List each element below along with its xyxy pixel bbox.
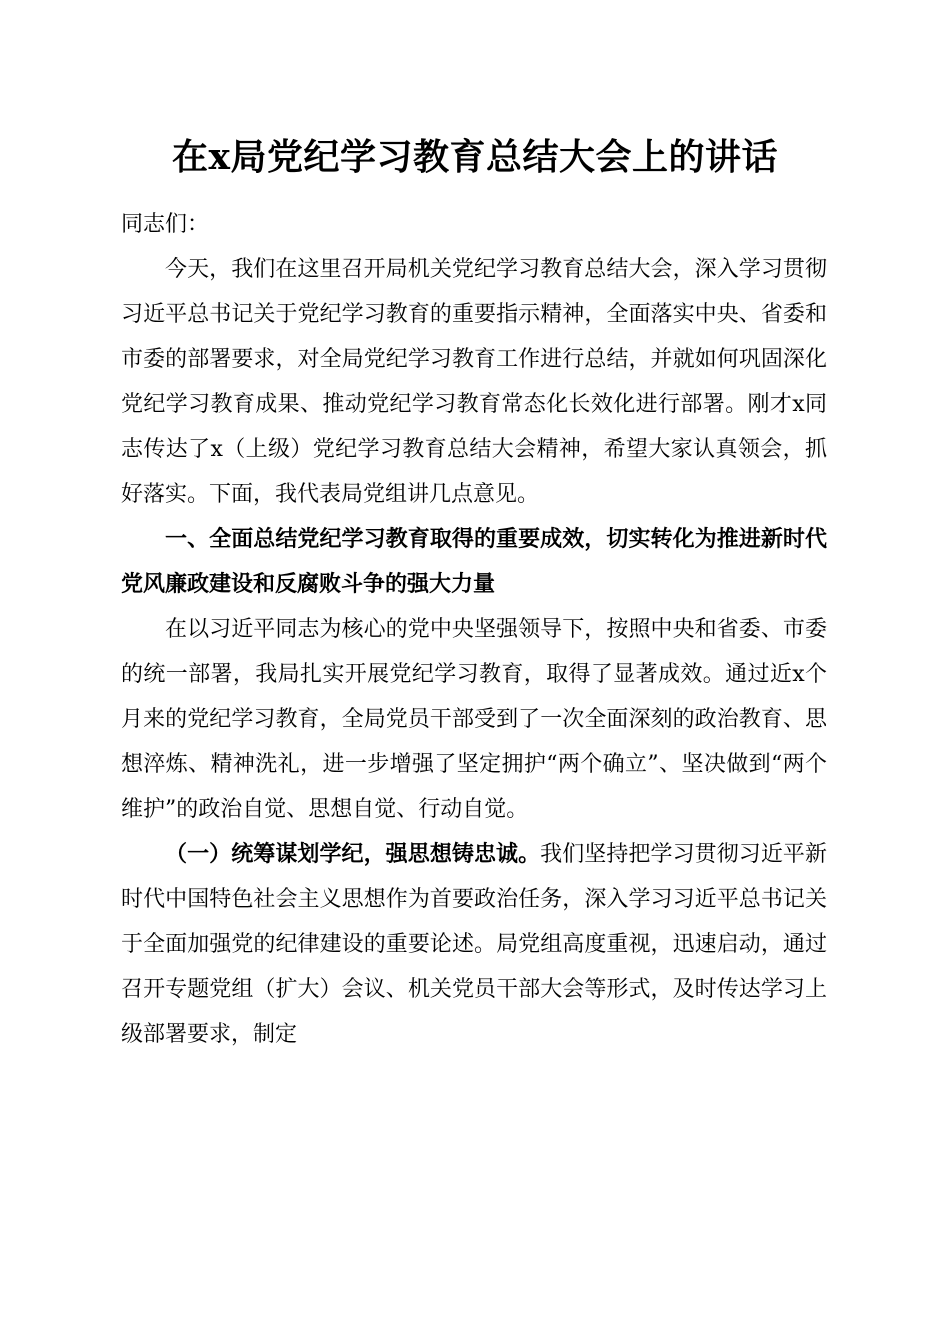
document-body [121,202,827,1057]
section-1-paragraph: 在以习近平同志为核心的党中央坚强领导下，按照中央和省委、市委的统一部署，我局扎实开展党纪学习教育，取得了显著成效。通过近x个月来的党纪学习教育，全局党员干部受到了一次全面深刻的政治教育、思想淬炼、精神洗礼，进一步增强了坚定拥护“两个确立”、坚决做到“两个维护”的政治自觉、思想自觉、行动自觉。 [121,617,827,822]
subsection-1-body: 我们坚持把学习贯彻习近平新时代中国特色社会主义思想作为首要政治任务，深入学习习近平总书记关于全面加强党的纪律建设的重要论述。局党组高度重视，迅速启动，通过召开专题党组（扩大）会议、机关党员干部大会等形式，及时传达学习上级部署要求，制定 [121,842,827,1047]
section-1-heading: 一、全面总结党纪学习教育取得的重要成效，切实转化为推进新时代党风廉政建设和反腐败斗争的强大力量 [121,527,827,597]
intro-paragraph: 今天，我们在这里召开局机关党纪学习教育总结大会，深入学习贯彻习近平总书记关于党纪学习教育的重要指示精神，全面落实中央、省委和市委的部署要求，对全局党纪学习教育工作进行总结，并就如何巩固深化党纪学习教育成果、推动党纪学习教育常态化长效化进行部署。刚才x同志传达了x（上级）党纪学习教育总结大会精神，希望大家认真领会，抓好落实。下面，我代表局党组讲几点意见。 [121,257,827,507]
subsection-1-lead: （一）统筹谋划学纪，强思想铸忠诚。 [165,841,541,867]
salutation: 同志们： [121,212,210,237]
subsection-1-paragraph [121,832,827,1057]
document-title: 在x局党纪学习教育总结大会上的讲话 [172,136,778,178]
